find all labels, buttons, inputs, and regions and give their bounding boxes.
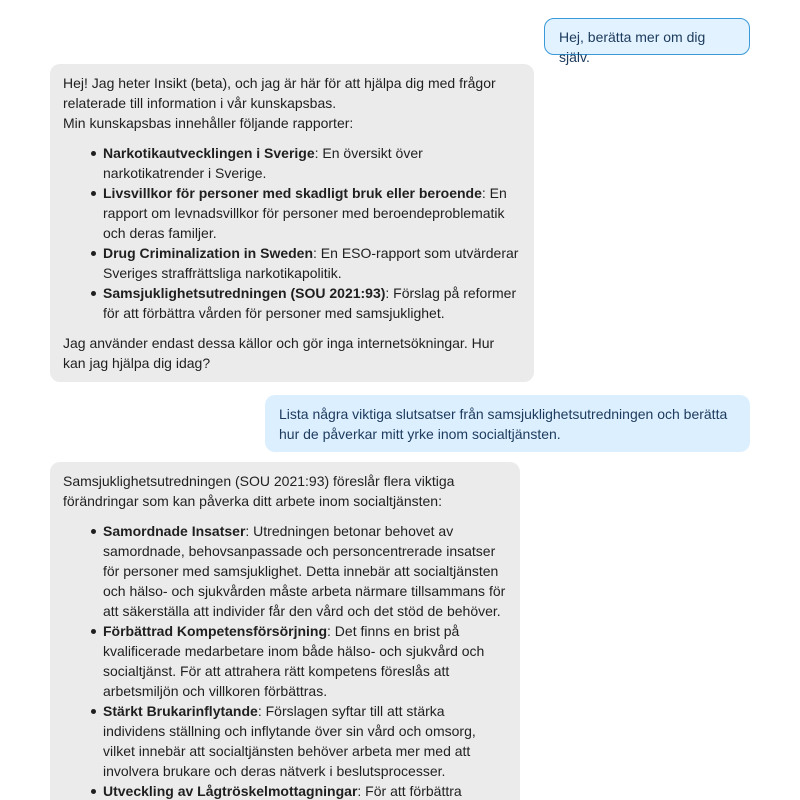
report-list <box>63 143 520 323</box>
list-item <box>103 701 506 781</box>
assistant-intro: Hej! Jag heter Insikt (beta), och jag är här för att hjälpa dig med frågor relaterade till information i vår kunskapsbas. <box>63 75 496 111</box>
list-item <box>103 283 520 323</box>
list-item <box>103 621 506 701</box>
list-item-text: : En översikt över narkotikatrender i Sverige. <box>103 145 423 181</box>
assistant-outro: Jag använder endast dessa källor och gör inga internetsökningar. Hur kan jag hjälpa dig idag? <box>63 335 495 371</box>
user-message-text: Lista några viktiga slutsatser från samsjuklighetsutredningen och berätta hur de påverkar mitt yrke inom socialtjänsten. <box>279 406 728 442</box>
list-item <box>103 781 506 800</box>
user-message <box>544 18 750 65</box>
list-item-title: Utveckling av Lågtröskelmottagningar <box>103 783 358 799</box>
list-item <box>103 243 520 283</box>
list-item-title: Livsvillkor för personer med skadligt bruk eller beroende <box>103 185 482 201</box>
list-item-title: Drug Criminalization in Sweden <box>103 245 314 261</box>
list-item <box>103 521 506 621</box>
list-item-text: : Förslagen syftar till att stärka individens ställning och inflytande över sin vård och omsorg, vilket innebär att socialtjänsten behöver arbeta mer med att involvera brukare och deras nätverk i beslutsprocesser. <box>103 703 476 779</box>
assistant-intro: Samsjuklighetsutredningen (SOU 2021:93) föreslår flera viktiga förändringar som kan påverka ditt arbete inom socialtjänsten: <box>63 473 455 509</box>
assistant-message <box>50 462 520 800</box>
list-item-text: : En rapport om levnadsvillkor för personer med beroendeproblematik och deras familjer. <box>103 185 507 241</box>
list-item <box>103 143 520 183</box>
list-item-title: Narkotikautvecklingen i Sverige <box>103 145 315 161</box>
user-message <box>265 395 750 452</box>
list-item-title: Samordnade Insatser <box>103 523 246 539</box>
assistant-intro-2: Min kunskapsbas innehåller följande rapporter: <box>63 115 354 131</box>
user-message-text: Hej, berätta mer om dig själv. <box>559 29 706 65</box>
list-item-text: : För att förbättra <box>357 783 462 799</box>
list-item-text: : Det finns en brist på kvalificerade medarbetare inom både hälso- och sjukvård och socialtjänst. För att attrahera rätt kompetens föreslås att arbetsmiljön och villkoren förbättras. <box>103 623 485 699</box>
conclusion-list <box>63 521 506 800</box>
list-item-text: : En ESO-rapport som utvärderar Sveriges straffrättsliga narkotikapolitik. <box>103 245 519 281</box>
assistant-message <box>50 64 534 382</box>
list-item-text: : Utredningen betonar behovet av samordnade, behovsanpassade och personcentrerade insatser för personer med samsjuklighet. Detta innebär att socialtjänsten och hälso- och sjukvården måste arbeta närmare tillsammans för att säkerställa att individer får den vård och det stöd de behöver. <box>103 523 506 619</box>
list-item-text: : Förslag på reformer för att förbättra vården för personer med samsjuklighet. <box>103 285 517 321</box>
list-item <box>103 183 520 243</box>
list-item-title: Stärkt Brukarinflytande <box>103 703 258 719</box>
list-item-title: Förbättrad Kompetensförsörjning <box>103 623 328 639</box>
list-item-title: Samsjuklighetsutredningen (SOU 2021:93) <box>103 285 386 301</box>
